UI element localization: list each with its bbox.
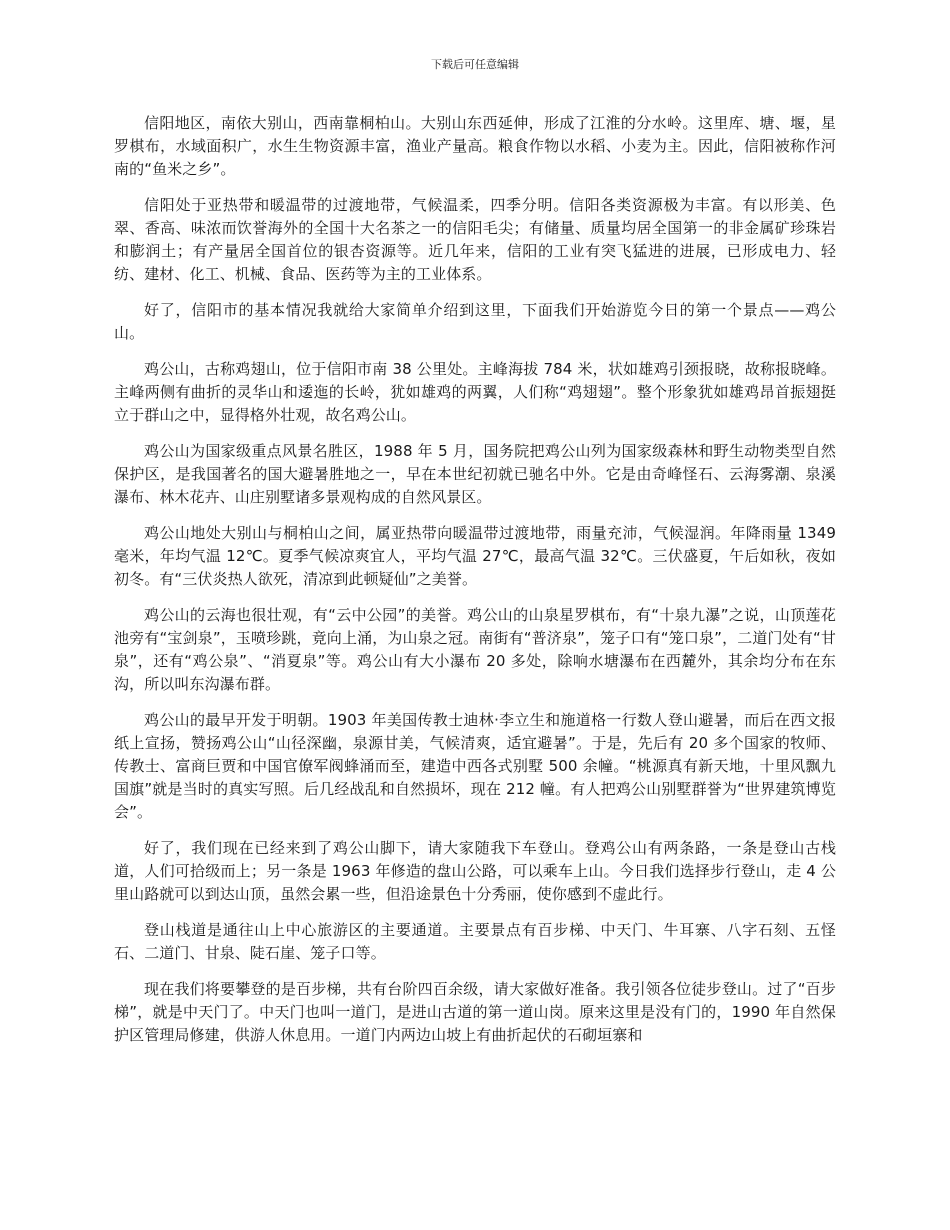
- paragraph-jigongshan-intro: 鸡公山，古称鸡翅山，位于信阳市南 38 公里处。主峰海拔 784 米，状如雄鸡引颈报晓，故称报晓峰。主峰两侧有曲折的灵华山和逶迤的长岭，犹如雄鸡的两翼，人们称“鸡翅翅”。整个形象犹如雄鸡昂首振翅挺立于群山之中，显得格外壮观，故名鸡公山。: [114, 360, 836, 424]
- paragraph-hundred-steps: 现在我们将要攀登的是百步梯，共有台阶四百余级，请大家做好准备。我引领各位徒步登山。过了“百步梯”，就是中天门了。中天门也叫一道门，是进山古道的第一道山岗。原来这里是没有门的，1990 年自然保护区管理局修建，供游人休息用。一道门内两边山坡上有曲折起伏的石砌垣寨和: [114, 980, 836, 1044]
- paragraph-weather: 鸡公山地处大别山与桐柏山之间，属亚热带向暖温带过渡地带，雨量充沛，气候湿润。年降雨量 1349 毫米，年均气温 12℃。夏季气候凉爽宜人，平均气温 27℃，最高气温 32℃。三伏盛夏，午后如秋，夜如初冬。有“三伏炎热人欲死，清凉到此顿疑仙”之美誉。: [114, 524, 836, 588]
- paragraph-xinyang-climate: 信阳处于亚热带和暖温带的过渡地带，气候温柔，四季分明。信阳各类资源极为丰富。有以形美、色翠、香高、味浓而饮誉海外的全国十大名茶之一的信阳毛尖；有储量、质量均居全国第一的非金属矿珍珠岩和膨润土；有产量居全国首位的银杏资源等。近几年来，信阳的工业有突飞猛进的进展，已形成电力、轻纺、建材、化工、机械、食品、医药等为主的工业体系。: [114, 196, 836, 283]
- paragraph-transition: 好了，信阳市的基本情况我就给大家简单介绍到这里，下面我们开始游览今日的第一个景点——鸡公山。: [114, 301, 836, 342]
- paragraph-history: 鸡公山的最早开发于明朝。1903 年美国传教士迪林·李立生和施道格一行数人登山避暑，而后在西文报纸上宣扬，赞扬鸡公山“山径深幽，泉源甘美，气候清爽，适宜避暑”。于是，先后有 20 多个国家的牧师、传教士、富商巨贾和中国官僚军阀蜂涌而至，建造中西各式别墅 500 余幢。“桃源真有新天地，十里风飘九国旗”就是当时的真实写照。后几经战乱和自然损坏，现在 212 幢。有人把鸡公山别墅群誉为“世界建筑博览会”。: [114, 711, 836, 821]
- paragraph-xinyang-region: 信阳地区，南依大别山，西南靠桐柏山。大别山东西延伸，形成了江淮的分水岭。这里库、塘、堰，星罗棋布，水域面积广，水生生物资源丰富，渔业产量高。粮食作物以水稻、小麦为主。因此，信阳被称作河南的“鱼米之乡”。: [114, 114, 836, 178]
- paragraph-scenic-area: 鸡公山为国家级重点风景名胜区，1988 年 5 月，国务院把鸡公山列为国家级森林和野生动物类型自然保护区，是我国著名的国大避暑胜地之一，早在本世纪初就已驰名中外。它是由奇峰怪石、云海雾潮、泉溪瀑布、林木花卉、山庄别墅诸多景观构成的自然风景区。: [114, 442, 836, 506]
- paragraph-plank-road: 登山栈道是通往山上中心旅游区的主要通道。主要景点有百步梯、中天门、牛耳寨、八字石刻、五怪石、二道门、甘泉、陡石崖、笼子口等。: [114, 921, 836, 962]
- paragraph-clouds-springs: 鸡公山的云海也很壮观，有“云中公园”的美誉。鸡公山的山泉星罗棋布，有“十泉九瀑”之说，山顶莲花池旁有“宝剑泉”，玉喷珍跳，竟向上涌，为山泉之冠。南街有“普济泉”，笼子口有“笼口泉”，二道门处有“甘泉”，还有“鸡公泉”、“消夏泉”等。鸡公山有大小瀑布 20 多处，除响水塘瀑布在西麓外，其余均分布在东沟，所以叫东沟瀑布群。: [114, 606, 836, 693]
- page-header-note: 下载后可任意编辑: [431, 58, 519, 71]
- document-body: [114, 112, 836, 1060]
- paragraph-ascent-routes: 好了，我们现在已经来到了鸡公山脚下，请大家随我下车登山。登鸡公山有两条路，一条是登山古栈道，人们可拾级而上；另一条是 1963 年修造的盘山公路，可以乘车上山。今日我们选择步行登山，走 4 公里山路就可以到达山顶，虽然会累一些，但沿途景色十分秀丽，使你感到不虚此行。: [114, 839, 836, 903]
